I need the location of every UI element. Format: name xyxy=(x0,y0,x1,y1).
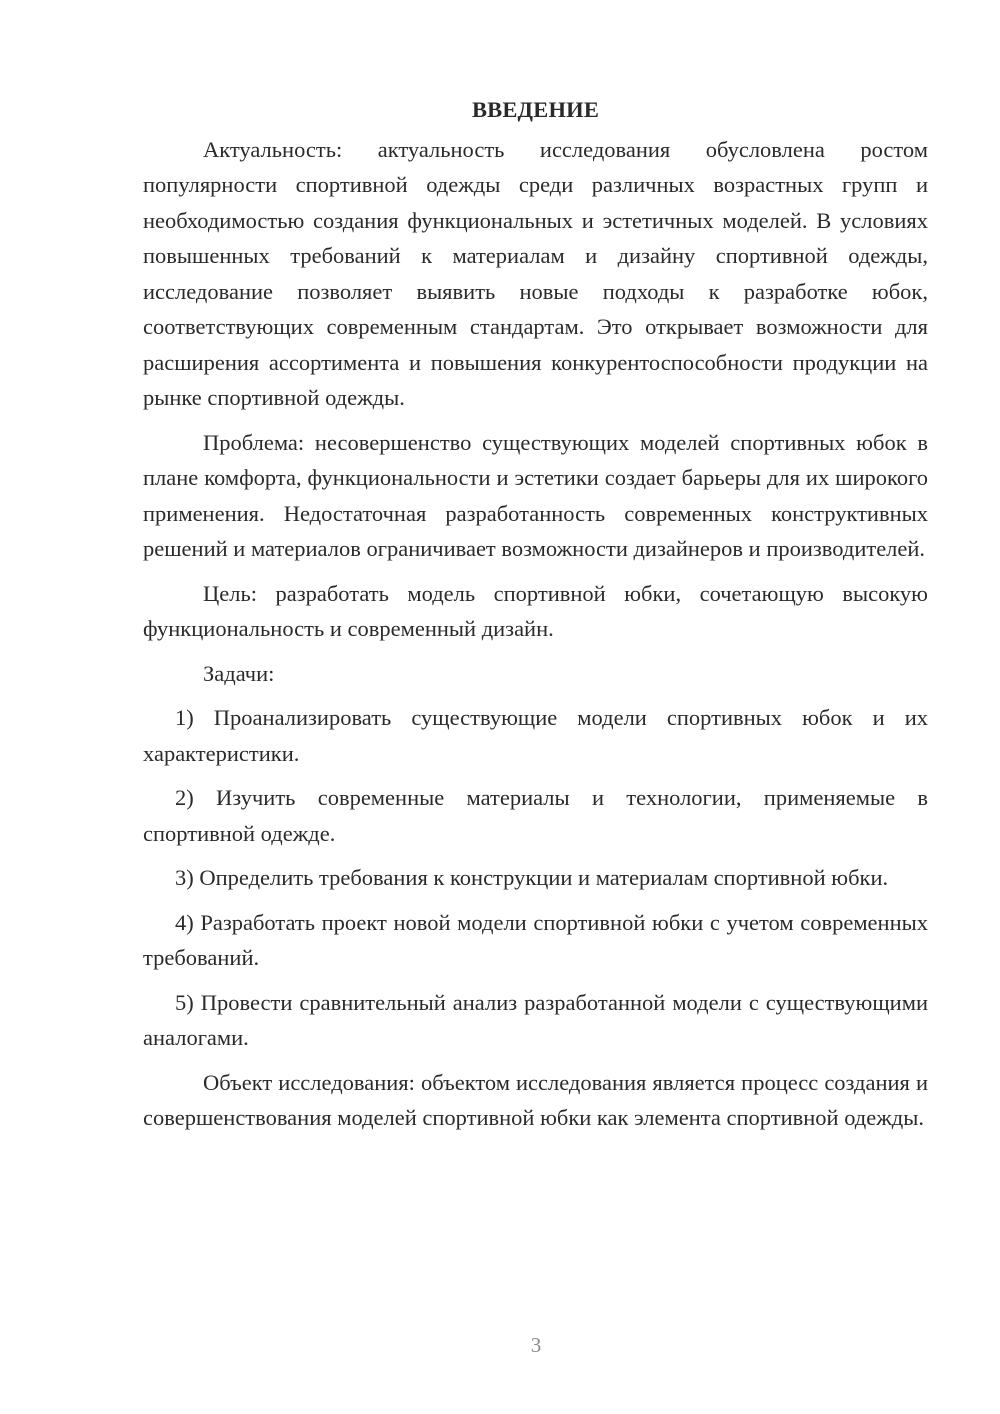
paragraph-object: Объект исследования: объектом исследования является процесс создания и совершенствования моделей спортивной юбки как элемента спортивной одежды. xyxy=(143,1069,928,1130)
task-item-5: 5) Провести сравнительный анализ разработанной модели с существующими аналогами. xyxy=(143,989,928,1050)
task-item-4: 4) Разработать проект новой модели спортивной юбки с учетом современных требований. xyxy=(143,909,928,970)
section-title: ВВЕДЕНИЕ xyxy=(471,97,600,122)
document-body xyxy=(143,92,928,1145)
paragraph-relevance: Актуальность: актуальность исследования обусловлена ростом популярности спортивной одежды среди различных возрастных групп и необходимостью создания функциональных и эстетичных моделей. В условиях повышенных требований к материалам и дизайну спортивной одежды, исследование позволяет выявить новые подходы к разработке юбок, соответствующих современным стандартам. Это открывает возможности для расширения ассортимента и повышения конкурентоспособности продукции на рынке спортивной одежды. xyxy=(143,136,928,410)
task-item-2: 2) Изучить современные материалы и технологии, применяемые в спортивной одежде. xyxy=(143,785,928,846)
page-number: 3 xyxy=(530,1333,542,1357)
paragraph-problem: Проблема: несовершенство существующих моделей спортивных юбок в плане комфорта, функциональности и эстетики создает барьеры для их широкого применения. Недостаточная разработанность современных конструктивных решений и материалов ограничивает возможности дизайнеров и производителей. xyxy=(143,429,928,561)
tasks-heading: Задачи: xyxy=(203,660,275,686)
paragraph-goal: Цель: разработать модель спортивной юбки, сочетающую высокую функциональность и современный дизайн. xyxy=(143,580,928,641)
task-item-3: 3) Определить требования к конструкции и материалам спортивной юбки. xyxy=(175,865,889,890)
task-item-1: 1) Проанализировать существующие модели спортивных юбок и их характеристики. xyxy=(143,705,928,766)
